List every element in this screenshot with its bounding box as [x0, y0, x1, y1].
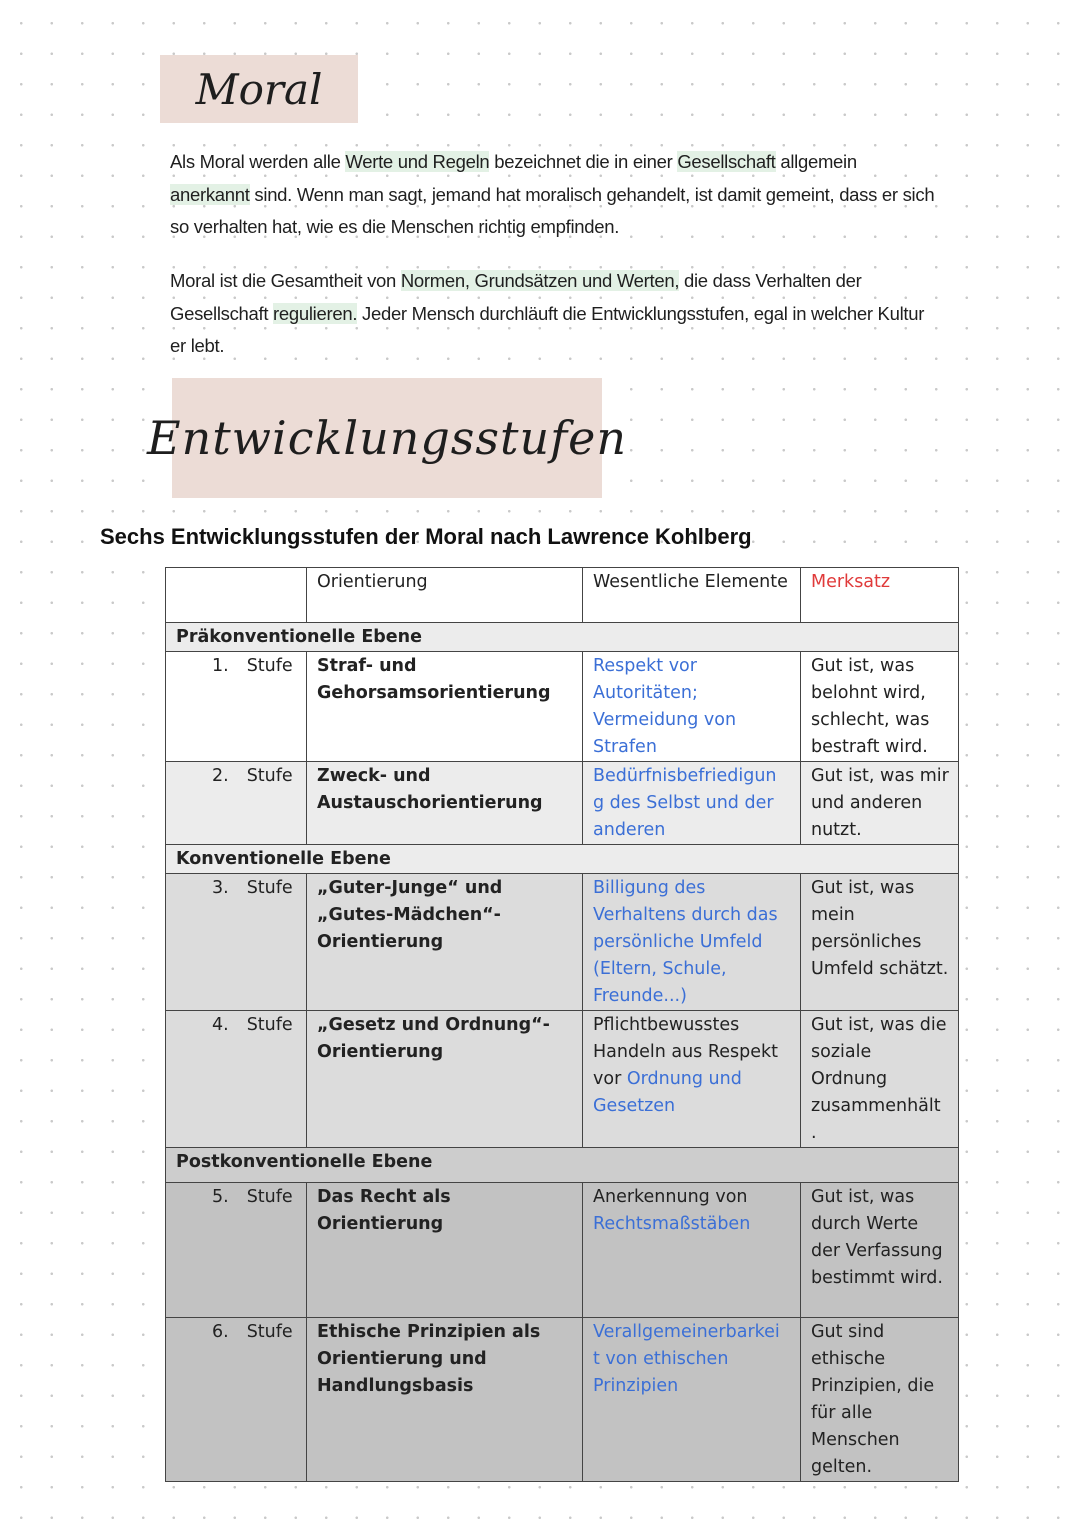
merksatz-cell: [801, 652, 959, 762]
orientation-text: „Guter-Junge“ und „Gutes-Mädchen“-Orientierung: [317, 878, 503, 952]
highlighted-text: Werte und Regeln: [345, 151, 490, 172]
elements-text: Verallgemeinerbarkei t von ethischen Prinzipien: [593, 1322, 780, 1396]
merksatz-text: Gut ist, was mein persönliches Umfeld schätzt.: [811, 878, 949, 979]
level-row: [166, 1148, 959, 1183]
header-orientierung: Orientierung: [307, 568, 583, 623]
level-row: [166, 623, 959, 652]
stage-label: Stufe: [246, 766, 293, 786]
paragraph-text: sind. Wenn man sagt, jemand hat moralisch gehandelt, ist damit gemeint, dass er sich so verhalten hat, wie es die Menschen richtig empfinden.: [170, 183, 935, 237]
stage-number: 2.: [212, 766, 229, 786]
highlighted-text: anerkannt: [170, 183, 250, 205]
paragraph-text: Als Moral werden alle: [170, 151, 346, 172]
stage-number-cell: [166, 1318, 307, 1482]
orientation-text: Ethische Prinzipien als Orientierung und Handlungsbasis: [317, 1322, 541, 1396]
merksatz-cell: [801, 1183, 959, 1318]
moral-paragraph-1: [170, 146, 940, 244]
level-label: Präkonventionelle Ebene: [176, 627, 422, 647]
level-label: Konventionelle Ebene: [176, 849, 391, 869]
stage-row: [166, 1318, 959, 1482]
highlighted-text: Gesellschaft: [677, 151, 776, 172]
table-header-row: [166, 568, 959, 623]
level-row: [166, 845, 959, 874]
elements-text: Bedürfnisbefriedigun g des Selbst und der anderen: [593, 766, 777, 840]
paragraph-text: Moral ist die Gesamtheit von: [170, 270, 401, 291]
paragraph-text: Jeder Mensch durchläuft die Entwicklungsstufen, egal in welcher Kultur er lebt.: [170, 302, 925, 356]
stage-number-cell: [166, 1183, 307, 1318]
stage-label: Stufe: [246, 1015, 293, 1035]
stage-label: Stufe: [246, 656, 293, 676]
stage-number-cell: [166, 652, 307, 762]
elements-cell: [583, 1011, 801, 1148]
level-name: [166, 1148, 959, 1183]
merksatz-text: Gut ist, was die soziale Ordnung zusammenhält .: [811, 1015, 947, 1143]
stage-label: Stufe: [246, 1187, 293, 1207]
stage-row: [166, 1011, 959, 1148]
elements-text: Respekt vor Autoritäten; Vermeidung von Strafen: [593, 656, 737, 757]
elements-cell: [583, 1183, 801, 1318]
merksatz-cell: [801, 1318, 959, 1482]
elements-text: Pflichtbewusstes Handeln aus Respekt vor: [593, 1015, 778, 1089]
paragraph-text: die dass Verhalten der Gesellschaft: [170, 270, 862, 324]
stage-number: 3.: [212, 878, 229, 898]
stage-row: [166, 874, 959, 1011]
orientation-text: Straf- und Gehorsamsorientierung: [317, 656, 551, 703]
stage-row: [166, 762, 959, 845]
stage-label: Stufe: [246, 878, 293, 898]
orientation-text: Zweck- und Austauschorientierung: [317, 766, 543, 813]
stage-number: 6.: [212, 1322, 229, 1342]
moral-paragraph-2: [170, 265, 940, 363]
elements-text: Rechtsmaßstäben: [593, 1214, 751, 1234]
paragraph-text: bezeichnet die in einer: [489, 151, 678, 172]
stage-number: 1.: [212, 656, 229, 676]
moral-title: Moral: [160, 55, 358, 123]
elements-cell: [583, 762, 801, 845]
stage-label: Stufe: [246, 1322, 293, 1342]
header-empty-cell: [166, 568, 307, 623]
merksatz-text: Gut sind ethische Prinzipien, die für alle Menschen gelten.: [811, 1322, 935, 1477]
header-merksatz: Merksatz: [801, 568, 959, 623]
stage-number-cell: [166, 1011, 307, 1148]
orientation-cell: [307, 874, 583, 1011]
stage-number: 4.: [212, 1015, 229, 1035]
stage-number: 5.: [212, 1187, 229, 1207]
orientation-cell: [307, 1318, 583, 1482]
orientation-cell: [307, 762, 583, 845]
level-label: Postkonventionelle Ebene: [176, 1152, 433, 1172]
highlighted-text: Normen, Grundsätzen und Werten,: [400, 270, 680, 291]
elements-text: Billigung des Verhaltens durch das persönliche Umfeld (Eltern, Schule, Freunde...): [593, 878, 778, 1006]
stage-number-cell: [166, 762, 307, 845]
orientation-cell: [307, 1183, 583, 1318]
level-name: [166, 845, 959, 874]
merksatz-text: Gut ist, was durch Werte der Verfassung bestimmt wird.: [811, 1187, 943, 1288]
orientation-text: „Gesetz und Ordnung“-Orientierung: [317, 1015, 550, 1062]
stage-row: [166, 1183, 959, 1318]
orientation-cell: [307, 1011, 583, 1148]
elements-text: Ordnung und Gesetzen: [593, 1069, 742, 1116]
elements-cell: [583, 652, 801, 762]
paragraph-text: allgemein: [775, 151, 857, 172]
header-elemente: Wesentliche Elemente: [583, 568, 801, 623]
elements-text: Anerkennung von: [593, 1187, 748, 1207]
orientation-cell: [307, 652, 583, 762]
kohlberg-table: [165, 567, 959, 1482]
stufen-title: Entwicklungsstufen: [172, 378, 602, 498]
merksatz-cell: [801, 1011, 959, 1148]
stage-number-cell: [166, 874, 307, 1011]
orientation-text: Das Recht als Orientierung: [317, 1187, 451, 1234]
level-name: [166, 623, 959, 652]
table-heading: Sechs Entwicklungsstufen der Moral nach Lawrence Kohlberg: [100, 524, 752, 549]
elements-cell: [583, 1318, 801, 1482]
highlighted-text: regulieren.: [273, 302, 358, 324]
elements-cell: [583, 874, 801, 1011]
merksatz-text: Gut ist, was mir und anderen nutzt.: [811, 766, 949, 840]
merksatz-cell: [801, 874, 959, 1011]
merksatz-text: Gut ist, was belohnt wird, schlecht, was bestraft wird.: [811, 656, 930, 757]
stage-row: [166, 652, 959, 762]
merksatz-cell: [801, 762, 959, 845]
